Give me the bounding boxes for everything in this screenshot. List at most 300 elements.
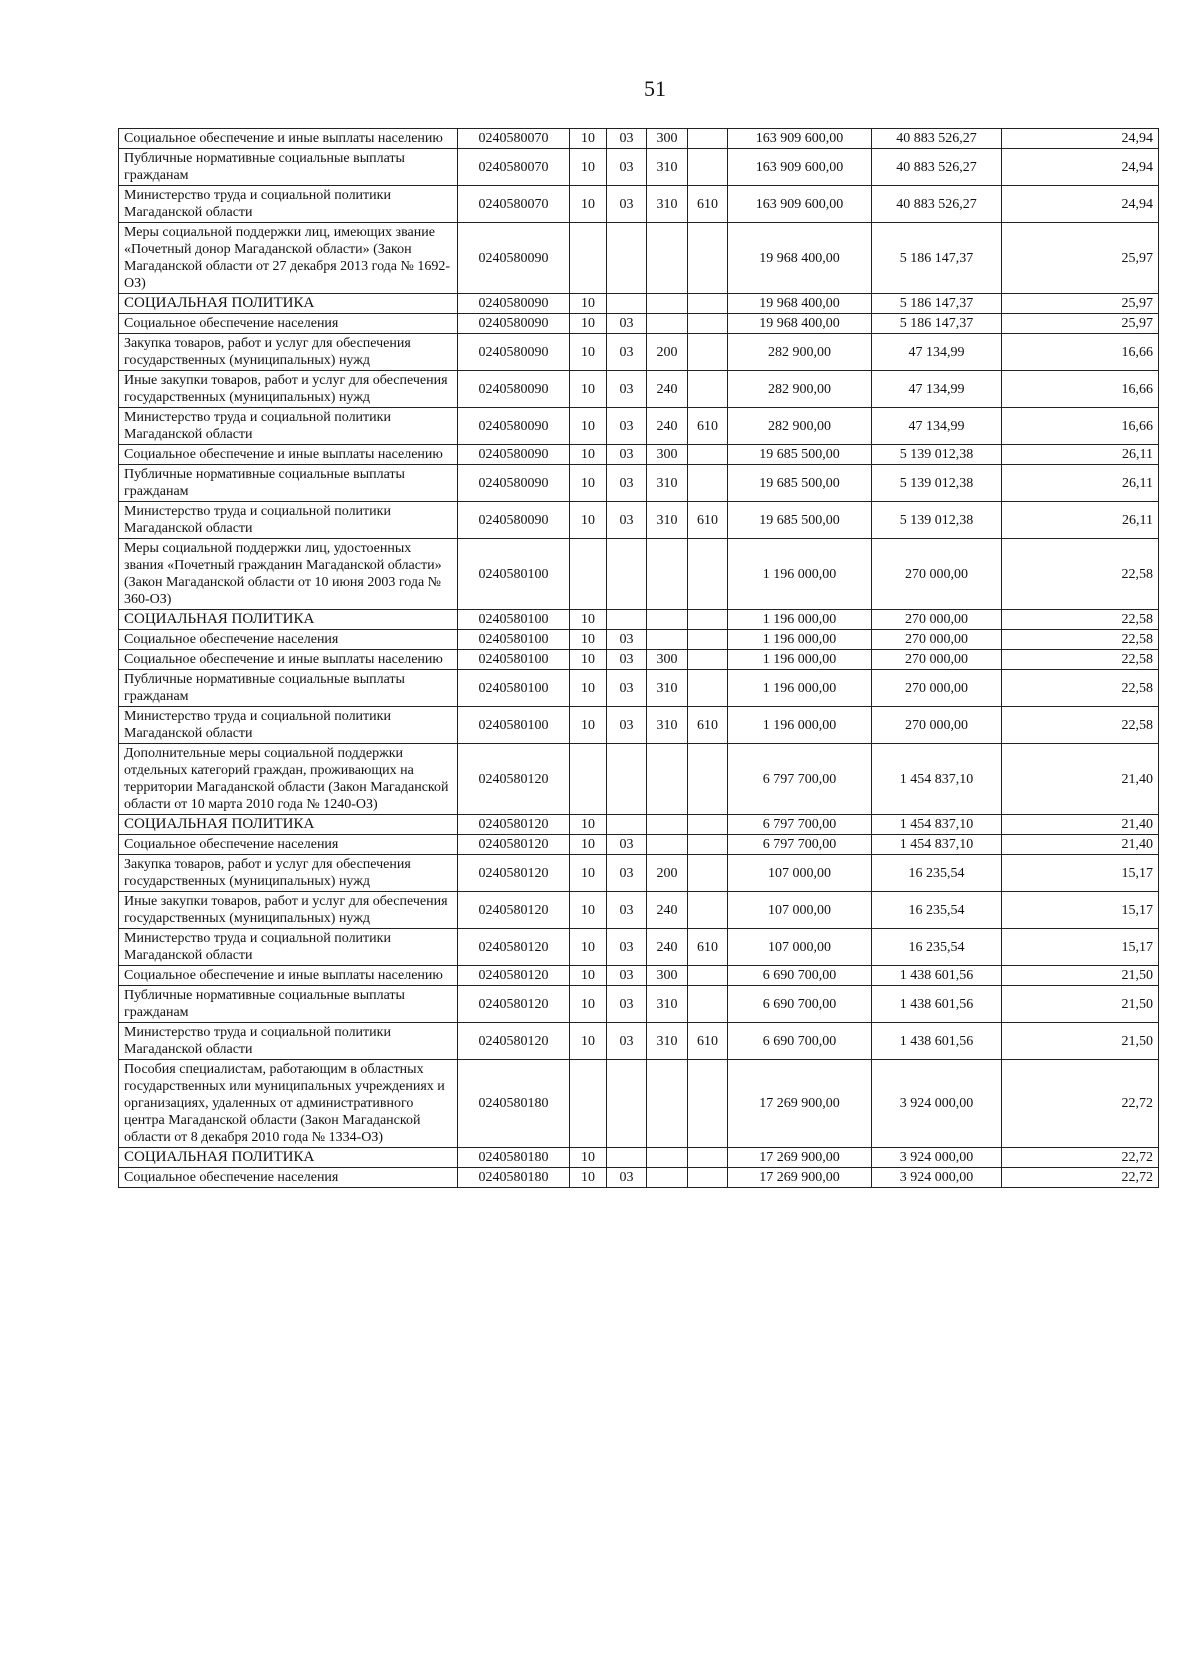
execution-percent-cell: 16,66 [1002,371,1159,408]
section-code-cell: 10 [570,986,607,1023]
section-code-cell: 10 [570,929,607,966]
section-code-cell: 10 [570,892,607,929]
page-number: 51 [644,76,666,101]
subsection-code-cell [607,539,647,610]
section-code-cell: 10 [570,610,607,630]
approved-amount-cell: 6 797 700,00 [728,835,872,855]
administrator-code-cell [688,892,728,929]
expense-type-code-cell [647,1060,688,1148]
section-code-cell: 10 [570,371,607,408]
section-code-cell: 10 [570,314,607,334]
administrator-code-cell [688,334,728,371]
executed-amount-cell: 5 186 147,37 [872,314,1002,334]
table-row [119,670,1159,707]
section-code-cell: 10 [570,445,607,465]
approved-amount-cell: 19 685 500,00 [728,502,872,539]
administrator-code-cell [688,1060,728,1148]
administrator-code-cell [688,1168,728,1188]
executed-amount-cell: 1 438 601,56 [872,1023,1002,1060]
approved-amount-cell: 1 196 000,00 [728,650,872,670]
execution-percent-cell: 26,11 [1002,502,1159,539]
subsection-code-cell: 03 [607,650,647,670]
approved-amount-cell: 17 269 900,00 [728,1168,872,1188]
row-name-cell: Публичные нормативные социальные выплаты гражданам [119,149,458,186]
administrator-code-cell [688,855,728,892]
row-name-cell: СОЦИАЛЬНАЯ ПОЛИТИКА [119,815,458,835]
approved-amount-cell: 17 269 900,00 [728,1060,872,1148]
table-row [119,892,1159,929]
row-name-cell: Пособия специалистам, работающим в областных государственных или муниципальных учреждениях и организациях, удаленных от административного центра Магаданской области (Закон Магаданской области от 8 декабря 2010 года № 1334-ОЗ) [119,1060,458,1148]
execution-percent-cell: 22,58 [1002,630,1159,650]
executed-amount-cell: 16 235,54 [872,855,1002,892]
section-code-cell: 10 [570,294,607,314]
expense-type-code-cell: 310 [647,502,688,539]
administrator-code-cell [688,670,728,707]
table-row [119,815,1159,835]
executed-amount-cell: 270 000,00 [872,707,1002,744]
row-name-cell: СОЦИАЛЬНАЯ ПОЛИТИКА [119,1148,458,1168]
target-article-code-cell: 0240580120 [458,986,570,1023]
expense-type-code-cell [647,294,688,314]
expense-type-code-cell [647,610,688,630]
row-name-cell: Иные закупки товаров, работ и услуг для обеспечения государственных (муниципальных) нужд [119,892,458,929]
table-row [119,186,1159,223]
approved-amount-cell: 282 900,00 [728,334,872,371]
target-article-code-cell: 0240580120 [458,855,570,892]
executed-amount-cell: 47 134,99 [872,334,1002,371]
executed-amount-cell: 5 139 012,38 [872,502,1002,539]
administrator-code-cell [688,815,728,835]
table-row [119,314,1159,334]
table-row [119,1148,1159,1168]
administrator-code-cell [688,650,728,670]
section-code-cell: 10 [570,1148,607,1168]
execution-percent-cell: 21,50 [1002,986,1159,1023]
target-article-code-cell: 0240580070 [458,129,570,149]
expense-type-code-cell [647,314,688,334]
target-article-code-cell: 0240580120 [458,815,570,835]
section-code-cell: 10 [570,334,607,371]
expense-type-code-cell: 300 [647,129,688,149]
row-name-cell: Социальное обеспечение и иные выплаты населению [119,650,458,670]
target-article-code-cell: 0240580070 [458,186,570,223]
administrator-code-cell [688,1148,728,1168]
executed-amount-cell: 5 139 012,38 [872,445,1002,465]
approved-amount-cell: 19 685 500,00 [728,465,872,502]
subsection-code-cell: 03 [607,966,647,986]
executed-amount-cell: 5 186 147,37 [872,223,1002,294]
executed-amount-cell: 16 235,54 [872,892,1002,929]
execution-percent-cell: 24,94 [1002,186,1159,223]
target-article-code-cell: 0240580100 [458,630,570,650]
executed-amount-cell: 1 438 601,56 [872,986,1002,1023]
executed-amount-cell: 47 134,99 [872,371,1002,408]
administrator-code-cell [688,610,728,630]
execution-percent-cell: 15,17 [1002,855,1159,892]
administrator-code-cell [688,223,728,294]
administrator-code-cell: 610 [688,186,728,223]
table-row [119,1168,1159,1188]
approved-amount-cell: 19 685 500,00 [728,445,872,465]
table-row [119,986,1159,1023]
row-name-cell: Министерство труда и социальной политики Магаданской области [119,186,458,223]
execution-percent-cell: 21,50 [1002,1023,1159,1060]
target-article-code-cell: 0240580100 [458,539,570,610]
expense-type-code-cell: 200 [647,334,688,371]
subsection-code-cell: 03 [607,986,647,1023]
approved-amount-cell: 19 968 400,00 [728,294,872,314]
administrator-code-cell: 610 [688,502,728,539]
budget-table [118,128,1159,1188]
table-row [119,1060,1159,1148]
execution-percent-cell: 26,11 [1002,465,1159,502]
subsection-code-cell: 03 [607,371,647,408]
expense-type-code-cell: 310 [647,149,688,186]
section-code-cell [570,223,607,294]
section-code-cell [570,744,607,815]
section-code-cell: 10 [570,855,607,892]
execution-percent-cell: 21,40 [1002,835,1159,855]
administrator-code-cell: 610 [688,1023,728,1060]
target-article-code-cell: 0240580090 [458,314,570,334]
administrator-code-cell [688,539,728,610]
row-name-cell: Социальное обеспечение и иные выплаты населению [119,966,458,986]
row-name-cell: Министерство труда и социальной политики Магаданской области [119,1023,458,1060]
target-article-code-cell: 0240580120 [458,892,570,929]
subsection-code-cell [607,1148,647,1168]
subsection-code-cell [607,815,647,835]
approved-amount-cell: 19 968 400,00 [728,223,872,294]
table-row [119,855,1159,892]
row-name-cell: Меры социальной поддержки лиц, удостоенных звания «Почетный гражданин Магаданской области» (Закон Магаданской области от 10 июня 2003 года № 360-ОЗ) [119,539,458,610]
row-name-cell: Социальное обеспечение населения [119,630,458,650]
table-row [119,610,1159,630]
administrator-code-cell [688,314,728,334]
row-name-cell: Социальное обеспечение населения [119,314,458,334]
executed-amount-cell: 40 883 526,27 [872,149,1002,186]
section-code-cell: 10 [570,966,607,986]
execution-percent-cell: 15,17 [1002,892,1159,929]
approved-amount-cell: 1 196 000,00 [728,539,872,610]
target-article-code-cell: 0240580100 [458,670,570,707]
execution-percent-cell: 16,66 [1002,408,1159,445]
subsection-code-cell: 03 [607,408,647,445]
section-code-cell: 10 [570,502,607,539]
executed-amount-cell: 1 454 837,10 [872,835,1002,855]
execution-percent-cell: 21,50 [1002,966,1159,986]
subsection-code-cell [607,744,647,815]
executed-amount-cell: 270 000,00 [872,670,1002,707]
subsection-code-cell [607,610,647,630]
table-row [119,502,1159,539]
administrator-code-cell: 610 [688,408,728,445]
section-code-cell: 10 [570,707,607,744]
section-code-cell: 10 [570,465,607,502]
approved-amount-cell: 107 000,00 [728,929,872,966]
target-article-code-cell: 0240580120 [458,835,570,855]
row-name-cell: Публичные нормативные социальные выплаты гражданам [119,465,458,502]
administrator-code-cell [688,630,728,650]
budget-table-body [119,129,1159,1188]
execution-percent-cell: 24,94 [1002,149,1159,186]
section-code-cell: 10 [570,186,607,223]
approved-amount-cell: 6 690 700,00 [728,986,872,1023]
row-name-cell: СОЦИАЛЬНАЯ ПОЛИТИКА [119,294,458,314]
subsection-code-cell: 03 [607,314,647,334]
administrator-code-cell [688,294,728,314]
execution-percent-cell: 15,17 [1002,929,1159,966]
table-row [119,408,1159,445]
table-row [119,129,1159,149]
subsection-code-cell [607,294,647,314]
table-row [119,149,1159,186]
target-article-code-cell: 0240580180 [458,1168,570,1188]
row-name-cell: Министерство труда и социальной политики Магаданской области [119,408,458,445]
row-name-cell: Публичные нормативные социальные выплаты гражданам [119,670,458,707]
approved-amount-cell: 282 900,00 [728,408,872,445]
section-code-cell: 10 [570,129,607,149]
executed-amount-cell: 40 883 526,27 [872,186,1002,223]
execution-percent-cell: 22,58 [1002,539,1159,610]
row-name-cell: Министерство труда и социальной политики Магаданской области [119,929,458,966]
approved-amount-cell: 17 269 900,00 [728,1148,872,1168]
administrator-code-cell [688,966,728,986]
expense-type-code-cell [647,1168,688,1188]
administrator-code-cell [688,445,728,465]
section-code-cell: 10 [570,835,607,855]
execution-percent-cell: 25,97 [1002,314,1159,334]
subsection-code-cell: 03 [607,835,647,855]
expense-type-code-cell: 310 [647,465,688,502]
section-code-cell: 10 [570,650,607,670]
subsection-code-cell [607,223,647,294]
subsection-code-cell: 03 [607,670,647,707]
subsection-code-cell: 03 [607,630,647,650]
approved-amount-cell: 6 690 700,00 [728,1023,872,1060]
executed-amount-cell: 3 924 000,00 [872,1060,1002,1148]
subsection-code-cell: 03 [607,149,647,186]
approved-amount-cell: 6 797 700,00 [728,815,872,835]
target-article-code-cell: 0240580090 [458,465,570,502]
table-row [119,966,1159,986]
section-code-cell: 10 [570,815,607,835]
table-row [119,835,1159,855]
subsection-code-cell: 03 [607,892,647,929]
administrator-code-cell [688,835,728,855]
target-article-code-cell: 0240580090 [458,502,570,539]
execution-percent-cell: 22,58 [1002,707,1159,744]
subsection-code-cell: 03 [607,445,647,465]
row-name-cell: Министерство труда и социальной политики Магаданской области [119,502,458,539]
executed-amount-cell: 3 924 000,00 [872,1148,1002,1168]
row-name-cell: Закупка товаров, работ и услуг для обеспечения государственных (муниципальных) нужд [119,334,458,371]
target-article-code-cell: 0240580100 [458,650,570,670]
table-row [119,707,1159,744]
approved-amount-cell: 6 690 700,00 [728,966,872,986]
expense-type-code-cell: 240 [647,929,688,966]
expense-type-code-cell [647,744,688,815]
expense-type-code-cell: 300 [647,650,688,670]
administrator-code-cell [688,465,728,502]
executed-amount-cell: 1 438 601,56 [872,966,1002,986]
table-row [119,445,1159,465]
section-code-cell [570,1060,607,1148]
target-article-code-cell: 0240580090 [458,223,570,294]
executed-amount-cell: 47 134,99 [872,408,1002,445]
section-code-cell: 10 [570,1023,607,1060]
approved-amount-cell: 282 900,00 [728,371,872,408]
target-article-code-cell: 0240580180 [458,1060,570,1148]
administrator-code-cell: 610 [688,707,728,744]
execution-percent-cell: 22,58 [1002,650,1159,670]
expense-type-code-cell [647,223,688,294]
subsection-code-cell: 03 [607,1023,647,1060]
target-article-code-cell: 0240580120 [458,929,570,966]
expense-type-code-cell: 310 [647,186,688,223]
row-name-cell: Социальное обеспечение населения [119,835,458,855]
executed-amount-cell: 5 186 147,37 [872,294,1002,314]
table-row [119,630,1159,650]
execution-percent-cell: 25,97 [1002,223,1159,294]
table-row [119,371,1159,408]
table-row [119,223,1159,294]
executed-amount-cell: 1 454 837,10 [872,815,1002,835]
executed-amount-cell: 40 883 526,27 [872,129,1002,149]
administrator-code-cell [688,149,728,186]
subsection-code-cell: 03 [607,465,647,502]
execution-percent-cell: 22,58 [1002,670,1159,707]
subsection-code-cell: 03 [607,855,647,892]
row-name-cell: Дополнительные меры социальной поддержки отдельных категорий граждан, проживающих на территории Магаданской области (Закон Магаданской области от 10 марта 2010 года № 1240-ОЗ) [119,744,458,815]
execution-percent-cell: 22,72 [1002,1148,1159,1168]
administrator-code-cell [688,744,728,815]
approved-amount-cell: 163 909 600,00 [728,186,872,223]
row-name-cell: Министерство труда и социальной политики Магаданской области [119,707,458,744]
approved-amount-cell: 1 196 000,00 [728,670,872,707]
executed-amount-cell: 270 000,00 [872,610,1002,630]
target-article-code-cell: 0240580100 [458,707,570,744]
expense-type-code-cell: 240 [647,371,688,408]
approved-amount-cell: 163 909 600,00 [728,129,872,149]
subsection-code-cell: 03 [607,1168,647,1188]
row-name-cell: Закупка товаров, работ и услуг для обеспечения государственных (муниципальных) нужд [119,855,458,892]
subsection-code-cell: 03 [607,707,647,744]
target-article-code-cell: 0240580120 [458,1023,570,1060]
row-name-cell: СОЦИАЛЬНАЯ ПОЛИТИКА [119,610,458,630]
execution-percent-cell: 21,40 [1002,815,1159,835]
subsection-code-cell: 03 [607,129,647,149]
table-row [119,294,1159,314]
executed-amount-cell: 270 000,00 [872,650,1002,670]
expense-type-code-cell: 200 [647,855,688,892]
execution-percent-cell: 24,94 [1002,129,1159,149]
expense-type-code-cell: 240 [647,892,688,929]
expense-type-code-cell: 300 [647,966,688,986]
expense-type-code-cell: 310 [647,670,688,707]
table-row [119,539,1159,610]
row-name-cell: Меры социальной поддержки лиц, имеющих звание «Почетный донор Магаданской области» (Закон Магаданской области от 27 декабря 2013 года № 1692-ОЗ) [119,223,458,294]
section-code-cell: 10 [570,1168,607,1188]
table-row [119,929,1159,966]
expense-type-code-cell: 240 [647,408,688,445]
approved-amount-cell: 107 000,00 [728,855,872,892]
table-row [119,1023,1159,1060]
administrator-code-cell [688,129,728,149]
row-name-cell: Социальное обеспечение и иные выплаты населению [119,129,458,149]
row-name-cell: Публичные нормативные социальные выплаты гражданам [119,986,458,1023]
execution-percent-cell: 22,72 [1002,1060,1159,1148]
approved-amount-cell: 1 196 000,00 [728,707,872,744]
target-article-code-cell: 0240580090 [458,445,570,465]
subsection-code-cell: 03 [607,502,647,539]
target-article-code-cell: 0240580120 [458,966,570,986]
target-article-code-cell: 0240580090 [458,371,570,408]
target-article-code-cell: 0240580090 [458,334,570,371]
expense-type-code-cell [647,539,688,610]
row-name-cell: Социальное обеспечение населения [119,1168,458,1188]
expense-type-code-cell: 310 [647,707,688,744]
section-code-cell [570,539,607,610]
administrator-code-cell: 610 [688,929,728,966]
executed-amount-cell: 270 000,00 [872,630,1002,650]
approved-amount-cell: 107 000,00 [728,892,872,929]
executed-amount-cell: 16 235,54 [872,929,1002,966]
approved-amount-cell: 1 196 000,00 [728,630,872,650]
target-article-code-cell: 0240580180 [458,1148,570,1168]
executed-amount-cell: 1 454 837,10 [872,744,1002,815]
expense-type-code-cell: 310 [647,1023,688,1060]
execution-percent-cell: 21,40 [1002,744,1159,815]
administrator-code-cell [688,986,728,1023]
execution-percent-cell: 22,72 [1002,1168,1159,1188]
approved-amount-cell: 163 909 600,00 [728,149,872,186]
section-code-cell: 10 [570,670,607,707]
target-article-code-cell: 0240580100 [458,610,570,630]
executed-amount-cell: 270 000,00 [872,539,1002,610]
table-row [119,650,1159,670]
section-code-cell: 10 [570,149,607,186]
row-name-cell: Иные закупки товаров, работ и услуг для обеспечения государственных (муниципальных) нужд [119,371,458,408]
target-article-code-cell: 0240580070 [458,149,570,186]
expense-type-code-cell [647,630,688,650]
table-row [119,465,1159,502]
target-article-code-cell: 0240580090 [458,408,570,445]
execution-percent-cell: 25,97 [1002,294,1159,314]
executed-amount-cell: 5 139 012,38 [872,465,1002,502]
subsection-code-cell: 03 [607,929,647,966]
table-row [119,744,1159,815]
expense-type-code-cell [647,1148,688,1168]
approved-amount-cell: 19 968 400,00 [728,314,872,334]
expense-type-code-cell [647,815,688,835]
expense-type-code-cell: 310 [647,986,688,1023]
approved-amount-cell: 1 196 000,00 [728,610,872,630]
expense-type-code-cell: 300 [647,445,688,465]
subsection-code-cell [607,1060,647,1148]
administrator-code-cell [688,371,728,408]
expense-type-code-cell [647,835,688,855]
target-article-code-cell: 0240580120 [458,744,570,815]
row-name-cell: Социальное обеспечение и иные выплаты населению [119,445,458,465]
subsection-code-cell: 03 [607,186,647,223]
subsection-code-cell: 03 [607,334,647,371]
execution-percent-cell: 26,11 [1002,445,1159,465]
table-row [119,334,1159,371]
target-article-code-cell: 0240580090 [458,294,570,314]
execution-percent-cell: 16,66 [1002,334,1159,371]
execution-percent-cell: 22,58 [1002,610,1159,630]
approved-amount-cell: 6 797 700,00 [728,744,872,815]
